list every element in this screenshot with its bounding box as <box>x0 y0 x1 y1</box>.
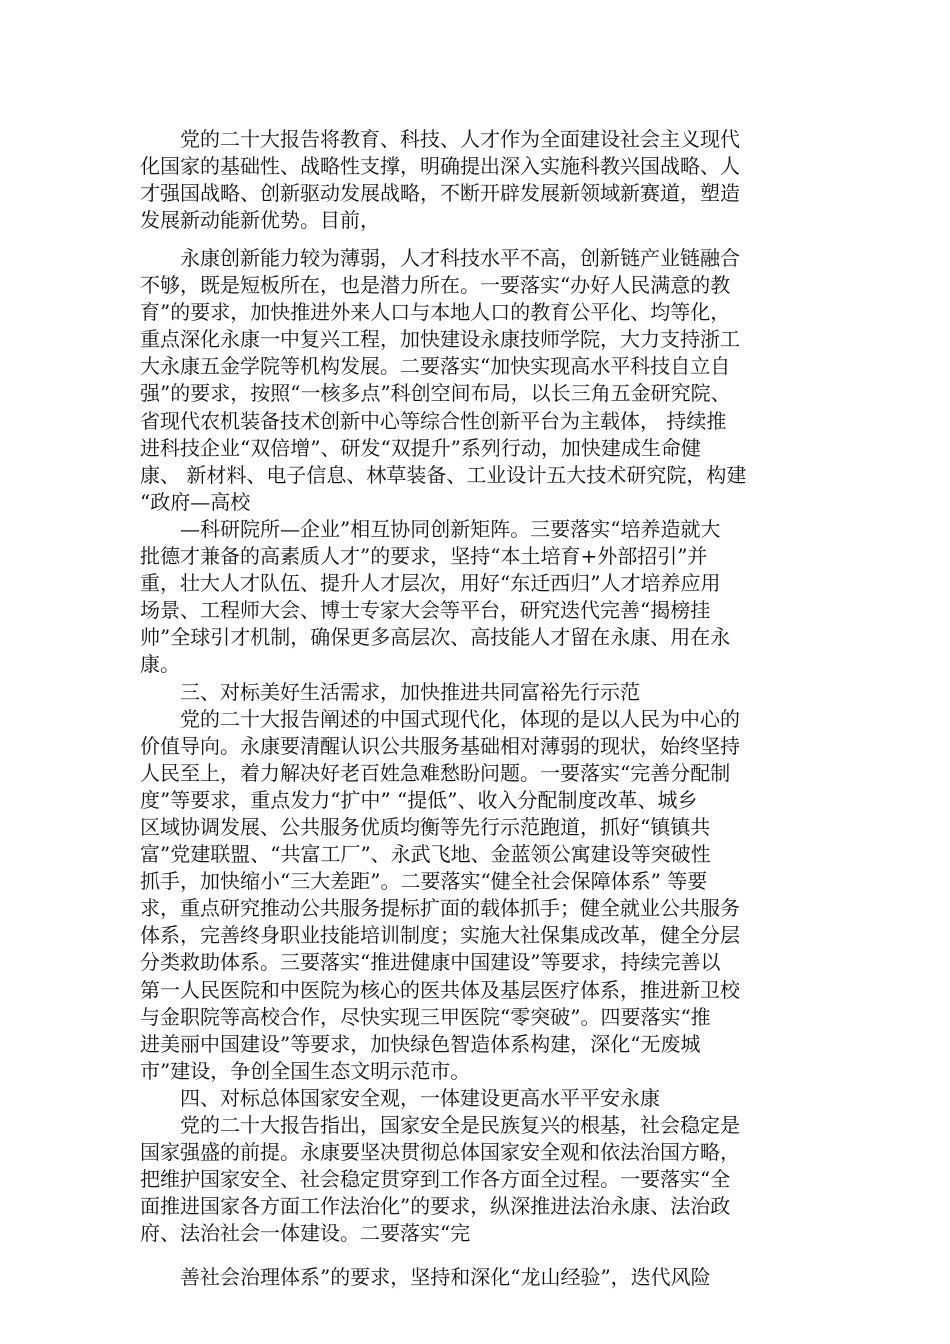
text-line: 与金职院等高校合作，尽快实现三甲医院“零突破”。四要落实“推 <box>140 1004 711 1029</box>
text-line: 才强国战略、创新驱动发展战略，不断开辟发展新领域新赛道，塑造 <box>140 181 740 206</box>
text-line: 大永康五金学院等机构发展。二要落实“加快实现高水平科技自立自 <box>140 354 731 379</box>
text-line: 府、法治社会一体建设。二要落实“完 <box>140 1221 471 1246</box>
text-line: 区域协调发展、公共服务优质均衡等先行示范跑道，抓好“镇镇共 <box>140 814 711 839</box>
text-line: 市”建设，争创全国生态文明示范市。 <box>140 1058 471 1083</box>
text-line: 强”的要求，按照“一核多点”科创空间布局，以长三角五金研究院、 <box>140 381 731 406</box>
text-line: 善社会治理体系”的要求，坚持和深化“龙山经验”，迭代风险 <box>180 1265 711 1289</box>
text-line: 场景、工程师大会、博士专家大会等平台，研究迭代完善“揭榜挂 <box>140 598 711 623</box>
text-line: 求，重点研究推动公共服务提标扩面的载体抓手；健全就业公共服务 <box>140 896 740 921</box>
text-line: 不够，既是短板所在，也是潜力所在。一要落实“办好人民满意的教 <box>140 273 731 298</box>
text-line: 批德才兼备的高素质人才”的要求，坚持“本土培育+外部招引”并 <box>140 544 708 569</box>
text-line: 进科技企业“双倍增”、研发“双提升”系列行动，加快建成生命健 <box>140 435 701 460</box>
text-line: 人民至上，着力解决好老百姓急难愁盼问题。一要落实“完善分配制 <box>140 760 731 785</box>
text-line: 三、对标美好生活需求，加快推进共同富裕先行示范 <box>180 679 640 704</box>
text-line: —科研院所—企业”相互协同创新矩阵。三要落实“培养造就大 <box>180 516 721 541</box>
text-line: 党的二十大报告阐述的中国式现代化，体现的是以人民为中心的 <box>180 706 740 731</box>
text-line: 省现代农机装备技术创新中心等综合性创新平台为主载体， 持续推 <box>140 408 727 433</box>
text-line: 发展新动能新优势。目前， <box>140 208 380 233</box>
text-line: 重点深化永康一中复兴工程，加快建设永康技师学院，大力支持浙工 <box>140 327 740 352</box>
text-line: 重，壮大人才队伍、提升人才层次，用好“东迁西归”人才培养应用 <box>140 571 721 596</box>
text-line: 四、对标总体国家安全观，一体建设更高水平平安永康 <box>180 1085 660 1110</box>
text-line: 富”党建联盟、“共富工厂”、永武飞地、金蓝领公寓建设等突破性 <box>140 842 711 867</box>
paragraph-block-intro <box>140 126 820 234</box>
text-line: 永康创新能力较为薄弱，人才科技水平不高，创新链产业链融合 <box>180 246 740 270</box>
text-line: “政府—高校 <box>140 489 251 514</box>
text-line: 第一人民医院和中医院为核心的医共体及基层医疗体系，推进新卫校 <box>140 977 740 1002</box>
text-line: 价值导向。永康要清醒认识公共服务基础相对薄弱的现状，始终坚持 <box>140 733 740 758</box>
text-line: 国家强盛的前提。永康要坚决贯彻总体国家安全观和依法治国方略， <box>140 1140 740 1165</box>
text-line: 抓手，加快缩小“三大差距”。二要落实“健全社会保障体系” 等要 <box>140 869 708 894</box>
text-line: 康、 新材料、电子信息、林草装备、工业设计五大技术研究院，构建 <box>140 462 747 487</box>
text-line: 党的二十大报告指出，国家安全是民族复兴的根基，社会稳定是 <box>180 1113 740 1137</box>
text-line: 体系，完善终身职业技能培训制度；实施大社保集成改革，健全分层 <box>140 923 740 948</box>
text-line: 把维护国家安全、社会稳定贯穿到工作各方面全过程。一要落实“全 <box>140 1167 731 1192</box>
text-line: 党的二十大报告将教育、科技、人才作为全面建设社会主义现代 <box>180 127 740 151</box>
text-line: 进美丽中国建设”等要求，加快绿色智造体系构建，深化“无废城 <box>140 1031 701 1056</box>
text-line: 分类救助体系。三要落实“推进健康中国建设”等要求，持续完善以 <box>140 950 721 975</box>
paragraph-block-continuation <box>140 1264 820 1291</box>
paragraph-block-main <box>140 245 820 1247</box>
text-line: 帅”全球引才机制，确保更多高层次、高技能人才留在永康、用在永 <box>140 625 731 650</box>
text-line: 化国家的基础性、战略性支撑，明确提出深入实施科教兴国战略、人 <box>140 154 740 179</box>
text-line: 度”等要求，重点发力“扩中” “提低”、收入分配制度改革、城乡 <box>140 787 698 812</box>
text-line: 康。 <box>140 652 180 677</box>
text-line: 育”的要求，加快推进外来人口与本地人口的教育公平化、均等化， <box>140 300 731 325</box>
text-line: 面推进国家各方面工作法治化”的要求，纵深推进法治永康、法治政 <box>140 1194 731 1219</box>
